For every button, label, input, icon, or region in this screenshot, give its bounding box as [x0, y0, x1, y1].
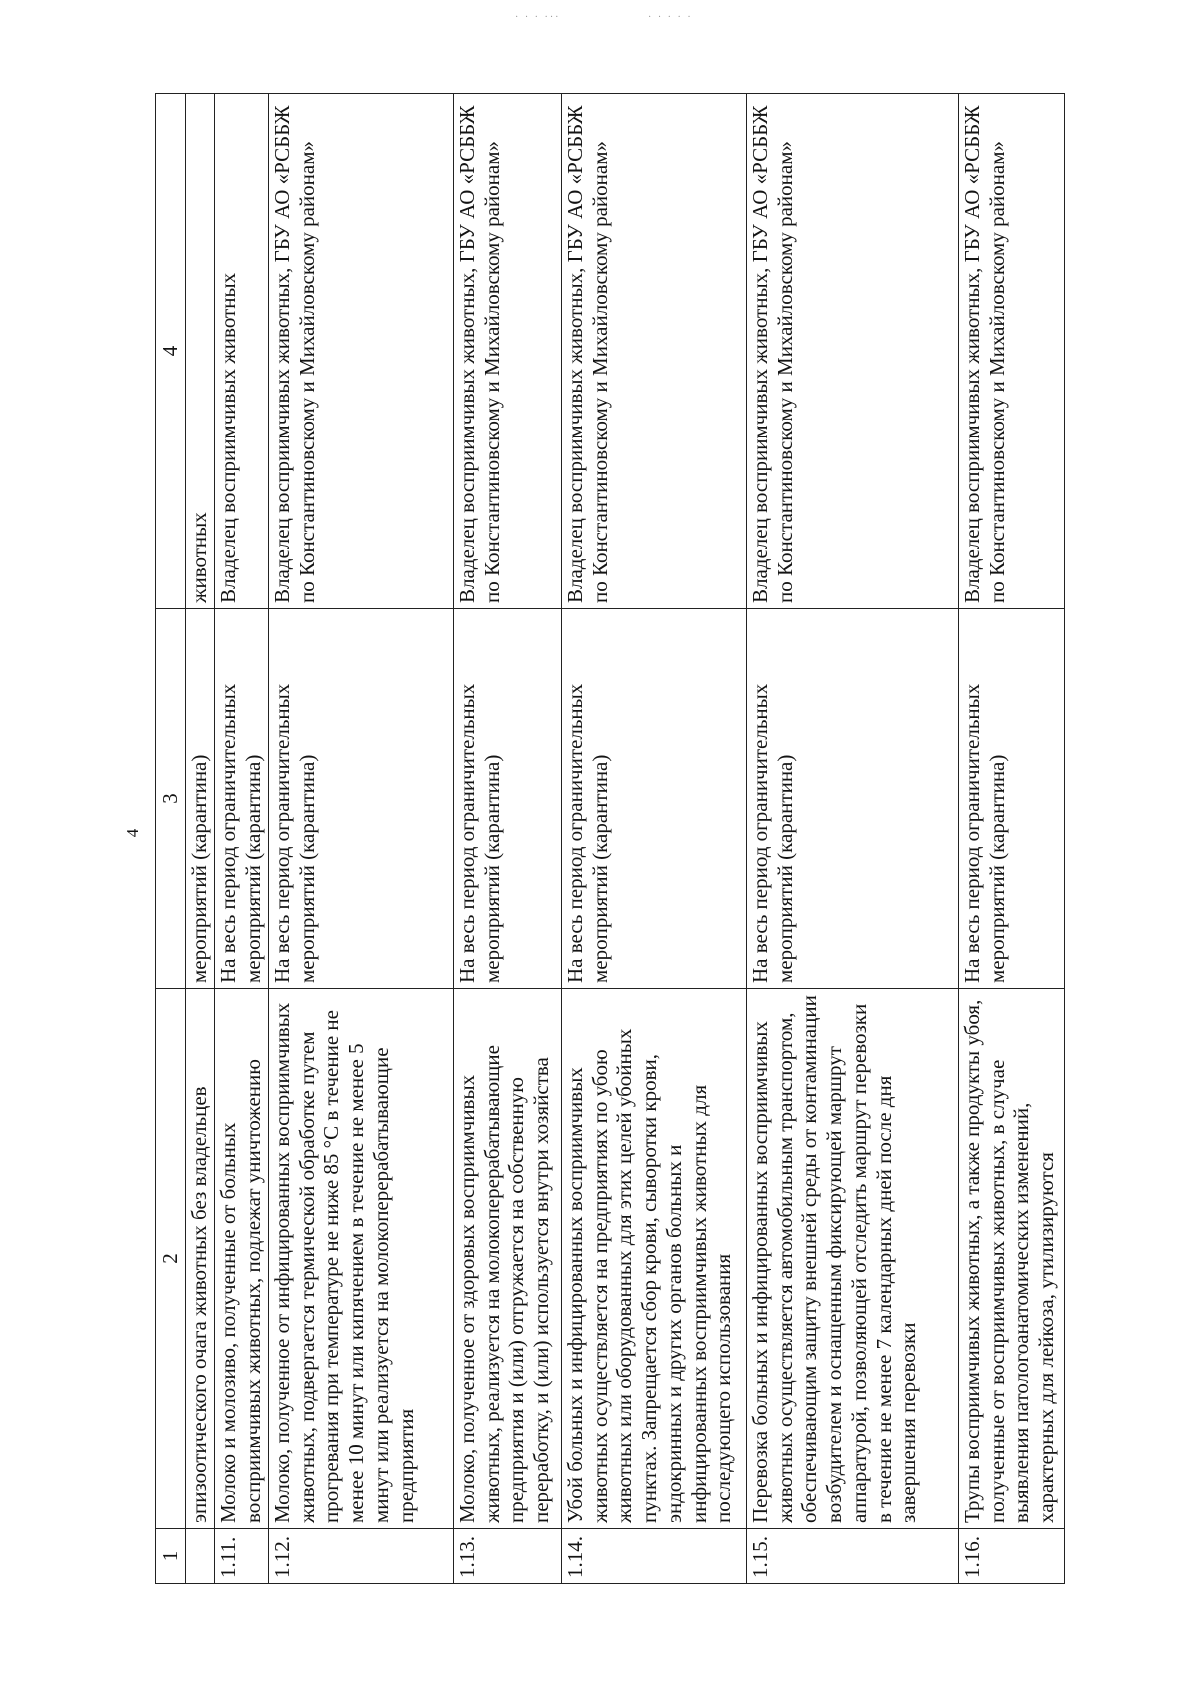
executor-text: Владелец восприимчивых животных, ГБУ АО «РСББЖ по Константиновскому и Михайловскому районам» [958, 94, 1064, 609]
executor-text: Владелец восприимчивых животных, ГБУ АО «РСББЖ по Константиновскому и Михайловскому районам» [453, 94, 561, 609]
period-text: На весь период ограничительных мероприятий (карантина) [958, 609, 1064, 989]
table-row [453, 94, 561, 1584]
executor-text: Владелец восприимчивых животных, ГБУ АО «РСББЖ по Константиновскому и Михайловскому районам» [268, 94, 453, 609]
row-number [185, 1529, 214, 1584]
measure-text: Перевозка больных и инфицированных восприимчивых животных осуществляется автомобильным транспортом, обеспечивающим защиту внешней среды от контаминации возбудителем и оснащенным фиксирующей маршрут аппаратурой, позволяющей отследить маршрут перевозки в течение не менее 7 календарных дней после дня завершения перевозки [746, 989, 958, 1529]
row-number: 1.14. [561, 1529, 746, 1584]
measure-text: Убой больных и инфицированных восприимчивых животных осуществляется на предприятиях по убою животных или оборудованных для этих целей убойных пунктах. Запрещается сбор крови, сыворотки крови, эндокринных и других органов больных и инфицированных восприимчивых животных для последующего использования [561, 989, 746, 1529]
table-header-row [156, 94, 186, 1584]
period-text: На весь период ограничительных мероприятий (карантина) [453, 609, 561, 989]
page-number: 4 [123, 828, 142, 838]
row-number: 1.13. [453, 1529, 561, 1584]
executor-text: Владелец восприимчивых животных [214, 94, 268, 609]
table-row [268, 94, 453, 1584]
row-number: 1.15. [746, 1529, 958, 1584]
period-text: На весь период ограничительных мероприятий (карантина) [561, 609, 746, 989]
executor-text: Владелец восприимчивых животных, ГБУ АО «РСББЖ по Константиновскому и Михайловскому районам» [746, 94, 958, 609]
table-row [561, 94, 746, 1584]
table-row [214, 94, 268, 1584]
table-row [185, 94, 214, 1584]
row-number: 1.16. [958, 1529, 1064, 1584]
period-text: На весь период ограничительных мероприятий (карантина) [214, 609, 268, 989]
measure-text: эпизоотического очага животных без владельцев [185, 989, 214, 1529]
header-cell: 4 [156, 94, 186, 609]
measure-text: Молоко, полученное от здоровых восприимчивых животных, реализуется на молокоперерабатывающие предприятия и (или) отгружается на собственную переработку, и (или) используется внутри хозяйства [453, 989, 561, 1529]
measure-text: Молоко, полученное от инфицированных восприимчивых животных, подвергается термической обработке путем прогревания при температуре не ниже 85 °С в течение не менее 10 минут или кипячением в течение не менее 5 минут или реализуется на молокоперерабатывающие предприятия [268, 989, 453, 1529]
row-number: 1.12. [268, 1529, 453, 1584]
measure-text: Трупы восприимчивых животных, а также продукты убоя, полученные от восприимчивых животных, в случае выявления патологоанатомических изменений, характерных для лейкоза, утилизируются [958, 989, 1064, 1529]
measures-table [155, 93, 1065, 1584]
header-cell: 1 [156, 1529, 186, 1584]
header-cell: 2 [156, 989, 186, 1529]
period-text: мероприятий (карантина) [185, 609, 214, 989]
table-row [746, 94, 958, 1584]
scan-mark: · · · ··· [515, 12, 561, 23]
period-text: На весь период ограничительных мероприятий (карантина) [268, 609, 453, 989]
rotated-table-container [155, 94, 1090, 1584]
scan-mark: · · · · · [648, 12, 693, 23]
period-text: На весь период ограничительных мероприятий (карантина) [746, 609, 958, 989]
measure-text: Молоко и молозиво, полученные от больных восприимчивых животных, подлежат уничтожению [214, 989, 268, 1529]
row-number: 1.11. [214, 1529, 268, 1584]
table-row [958, 94, 1064, 1584]
executor-text: животных [185, 94, 214, 609]
executor-text: Владелец восприимчивых животных, ГБУ АО «РСББЖ по Константиновскому и Михайловскому районам» [561, 94, 746, 609]
header-cell: 3 [156, 609, 186, 989]
